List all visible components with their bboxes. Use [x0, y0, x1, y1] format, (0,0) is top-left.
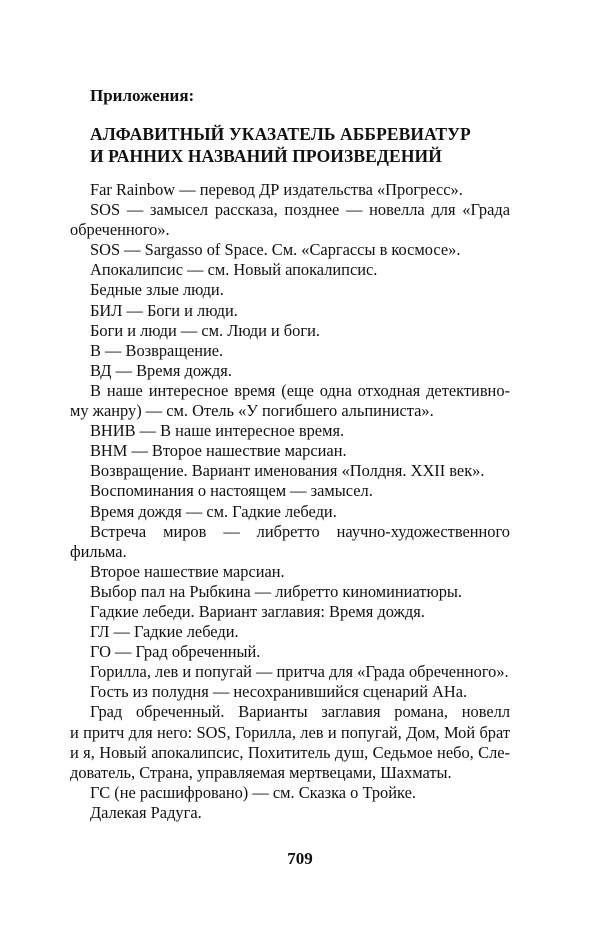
page-number: 709 — [287, 849, 313, 868]
index-entry-line: Град обреченный. Варианты заглавия романа, новелл — [90, 702, 510, 722]
index-entry-line: Воспоминания о настоящем — замысел. — [90, 481, 373, 501]
index-entry-line: Горилла, лев и попугай — притча для «Града обреченного». — [90, 662, 509, 682]
index-entry — [70, 441, 510, 461]
index-entry-line: SOS — замысел рассказа, позднее — новелла для «Града — [90, 200, 510, 220]
index-entry — [70, 481, 510, 501]
index-entry-line: Время дождя — см. Гадкие лебеди. — [90, 501, 337, 521]
index-entry-line: Far Rainbow — перевод ДР издательства «Прогресс». — [90, 180, 463, 199]
index-entry — [70, 381, 510, 421]
index-entry — [70, 280, 510, 300]
index-entry-line: ГС (не расшифровано) — см. Сказка о Тройке. — [90, 782, 416, 802]
section-label: Приложения: — [90, 86, 195, 105]
index-entry-line: Гадкие лебеди. Вариант заглавия: Время дождя. — [90, 601, 425, 621]
index-entry — [70, 461, 510, 481]
index-entry — [70, 682, 510, 702]
index-entry-line: Выбор пал на Рыбкина — либретто киноминиатюры. — [90, 581, 463, 601]
index-entry-line: Бедные злые люди. — [90, 280, 224, 300]
index-entry — [70, 602, 510, 622]
index-entry-line: Возвращение. Вариант именования «Полдня. XXII век». — [90, 461, 485, 481]
index-entry — [70, 421, 510, 441]
index-entry-line: и я, Новый апокалипсис, Похититель душ, Седьмое небо, Сле- — [70, 742, 510, 762]
index-entry — [70, 783, 510, 803]
index-entry-line: дователь, Страна, управляемая мертвецами, Шахматы. — [70, 762, 452, 782]
index-entry — [70, 240, 510, 260]
index-entry-line: ВД — Время дождя. — [90, 360, 232, 380]
index-entry-line: и притч для него: SOS, Горилла, лев и попугай, Дом, Мой брат — [70, 722, 510, 742]
heading-line-1: АЛФАВИТНЫЙ УКАЗАТЕЛЬ АББРЕВИАТУР — [90, 124, 471, 144]
index-entry — [70, 301, 510, 321]
index-entry-line: БИЛ — Боги и люди. — [90, 300, 238, 320]
index-entry-line: ГО — Град обреченный. — [90, 642, 261, 662]
index-entry-line: Боги и люди — см. Люди и боги. — [90, 320, 320, 340]
index-entry — [70, 180, 510, 200]
index-entry — [70, 562, 510, 582]
index-entry-line: обреченного». — [70, 220, 170, 240]
index-entry-line: SOS — Sargasso of Space. См. «Саргассы в космосе». — [90, 240, 461, 260]
index-entry — [70, 582, 510, 602]
index-entry — [70, 702, 510, 782]
index-entry — [70, 662, 510, 682]
index-entry-line: му жанру) — см. Отель «У погибшего альпиниста». — [70, 401, 434, 421]
index-entry — [70, 522, 510, 562]
index-entry — [70, 642, 510, 662]
index-entry-line: Второе нашествие марсиан. — [90, 561, 285, 581]
index-entry — [70, 803, 510, 823]
index-heading — [90, 123, 510, 167]
index-entry-line: Встреча миров — либретто научно-художественного — [90, 521, 510, 541]
index-entry-line: Апокалипсис — см. Новый апокалипсис. — [90, 260, 378, 280]
index-entry-line: ГЛ — Гадкие лебеди. — [90, 622, 239, 642]
index-entry — [70, 200, 510, 240]
index-entry — [70, 341, 510, 361]
index-entry — [70, 321, 510, 341]
index-entry-line: ВНИВ — В наше интересное время. — [90, 421, 345, 441]
index-entry-line: ВНМ — Второе нашествие марсиан. — [90, 441, 347, 461]
index-entry — [70, 502, 510, 522]
index-entry-line: В наше интересное время (еще одна отходная детективно- — [90, 380, 510, 400]
index-entry-line: Далекая Радуга. — [90, 802, 202, 822]
abbreviation-index-list — [70, 180, 510, 823]
index-entry — [70, 622, 510, 642]
index-entry — [70, 260, 510, 280]
index-entry — [70, 361, 510, 381]
index-entry-line: В — Возвращение. — [90, 340, 224, 360]
index-entry-line: Гость из полудня — несохранившийся сценарий АНа. — [90, 682, 468, 702]
index-entry-line: фильма. — [70, 541, 127, 561]
heading-line-2: И РАННИХ НАЗВАНИЙ ПРОИЗВЕДЕНИЙ — [90, 146, 442, 166]
